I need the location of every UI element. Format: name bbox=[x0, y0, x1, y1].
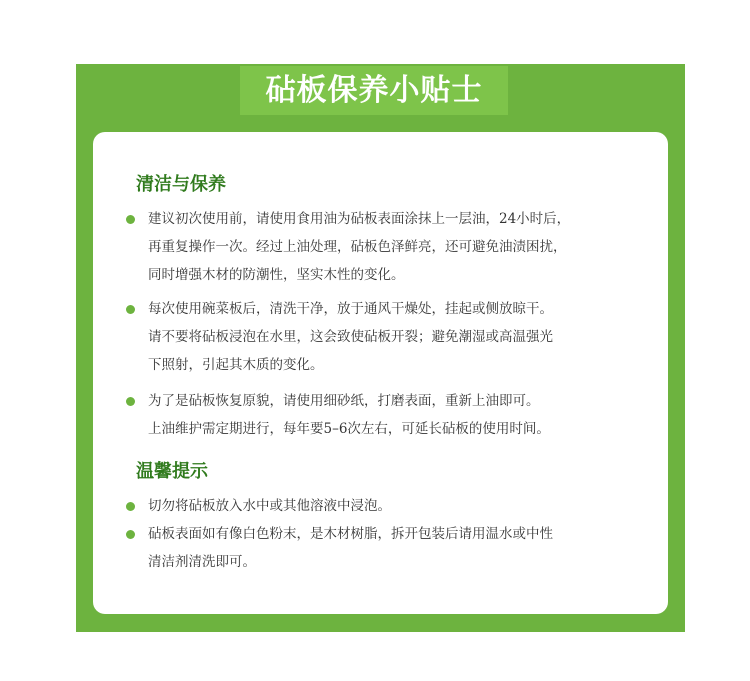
list-item-line: 每次使用碗菜板后，清洗干净，放于通风干燥处，挂起或侧放晾干。 bbox=[148, 301, 553, 317]
list-item-line: 再重复操作一次。经过上油处理，砧板色泽鲜亮，还可避免油渍困扰， bbox=[148, 239, 567, 255]
bullet-dot-icon bbox=[126, 397, 135, 406]
bullet-dot-icon bbox=[126, 530, 135, 539]
list-item-line: 切勿将砧板放入水中或其他溶液中浸泡。 bbox=[148, 498, 391, 514]
list-item-line: 上油维护需定期进行，每年要5–6次左右，可延长砧板的使用时间。 bbox=[148, 421, 550, 437]
list-item-line: 下照射，引起其木质的变化。 bbox=[148, 357, 324, 373]
list-item-line: 为了是砧板恢复原貌，请使用细砂纸，打磨表面，重新上油即可。 bbox=[148, 393, 540, 409]
section-heading-care: 清洁与保养 bbox=[136, 174, 226, 195]
section-heading-tips: 温馨提示 bbox=[136, 461, 208, 482]
list-item-line: 清洁剂清洗即可。 bbox=[148, 554, 256, 570]
list-item-line: 砧板表面如有像白色粉末，是木材树脂，拆开包装后请用温水或中性 bbox=[148, 526, 553, 542]
page-title: 砧板保养小贴士 bbox=[240, 66, 508, 115]
list-item-line: 请不要将砧板浸泡在水里，这会致使砧板开裂；避免潮湿或高温强光 bbox=[148, 329, 553, 345]
bullet-dot-icon bbox=[126, 502, 135, 511]
list-item-line: 同时增强木材的防潮性，坚实木性的变化。 bbox=[148, 267, 405, 283]
list-item-line: 建议初次使用前，请使用食用油为砧板表面涂抹上一层油，24小时后， bbox=[148, 211, 571, 227]
bullet-dot-icon bbox=[126, 215, 135, 224]
bullet-dot-icon bbox=[126, 305, 135, 314]
